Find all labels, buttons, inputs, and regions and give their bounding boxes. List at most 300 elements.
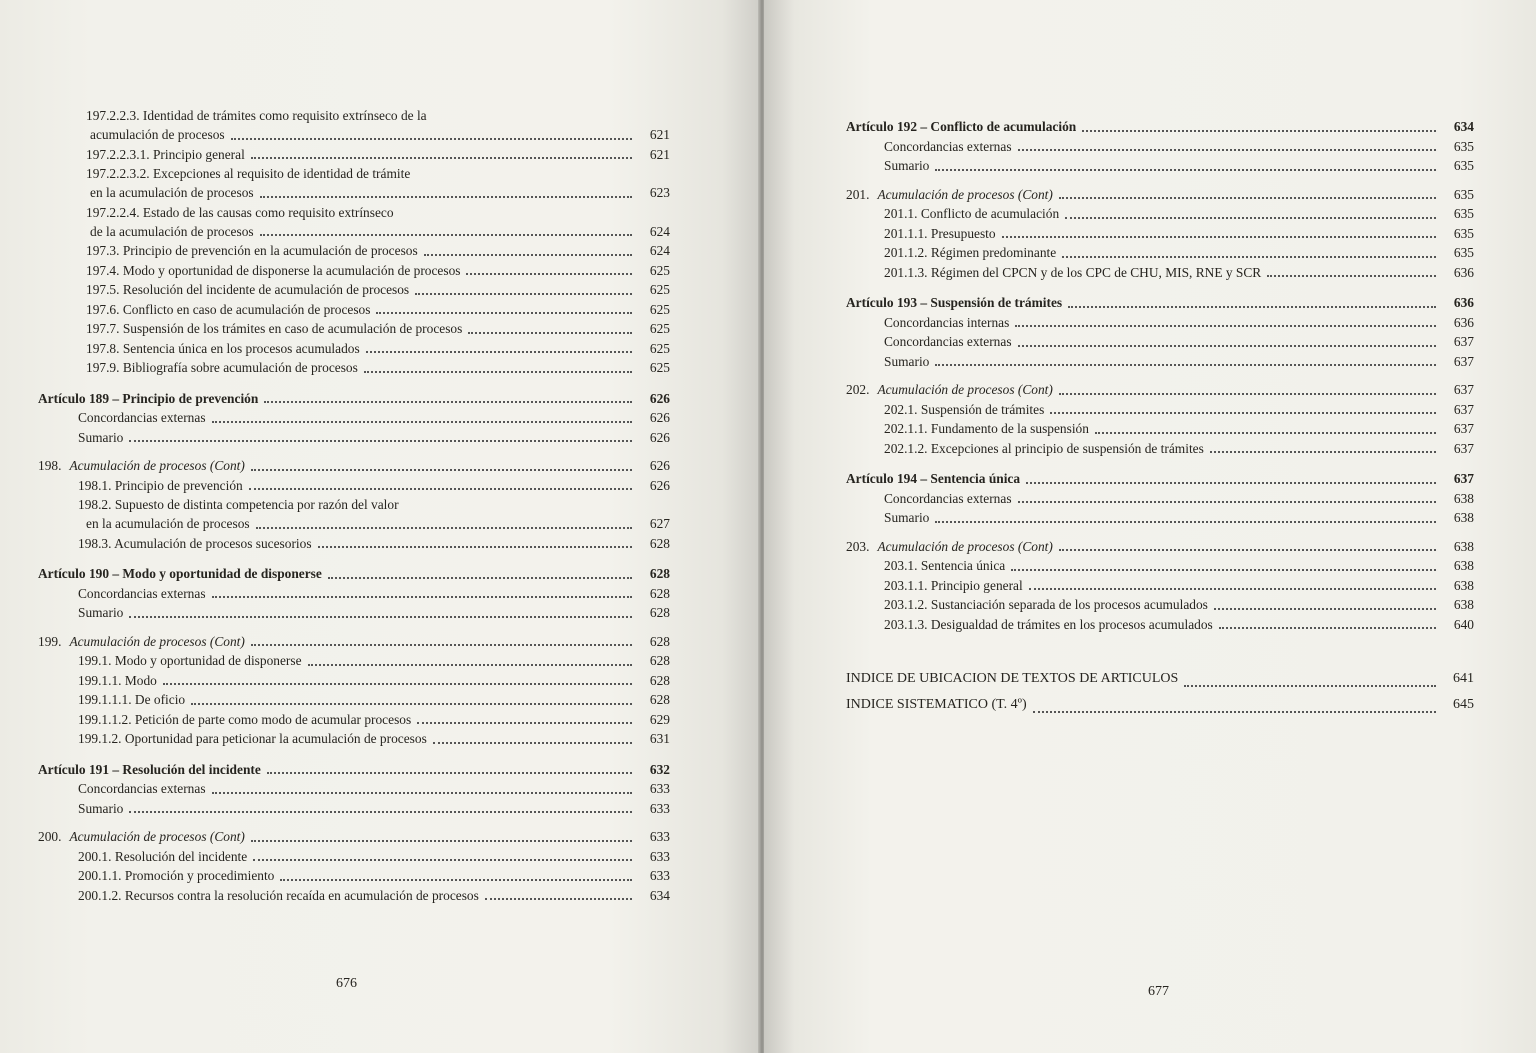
dot-leader (253, 858, 632, 861)
toc-entry (846, 263, 1474, 283)
article-title: Artículo 191 – Resolución del incidente (38, 761, 261, 777)
dot-leader (1184, 684, 1436, 687)
toc-entry (38, 495, 670, 534)
page-reference: 638 (1453, 510, 1474, 525)
toc-entry-title: 201.1.1. Presupuesto (884, 225, 996, 241)
toc-row (38, 428, 670, 448)
page-reference: 629 (649, 711, 670, 727)
toc-entry-title: acumulación de procesos (90, 127, 225, 142)
section-title: Acumulación de procesos (Cont) (877, 186, 1053, 202)
toc-entry-title: 199.1. Modo y oportunidad de disponerse (78, 653, 302, 668)
dot-leader (1059, 392, 1436, 395)
toc-entry-title: Concordancias externas (884, 490, 1012, 506)
toc-entry (846, 293, 1474, 313)
toc-row (846, 224, 1474, 244)
toc-entry-title: 200.1.1. Promoción y procedimiento (78, 868, 275, 883)
toc-entry-title: 197.5. Resolución del incidente de acumulación de procesos (86, 282, 410, 297)
toc-row (846, 332, 1474, 352)
page-reference: 633 (649, 800, 670, 816)
table-of-contents-left (38, 106, 670, 905)
toc-row (38, 729, 670, 749)
page-reference: 628 (649, 535, 670, 551)
toc-row (846, 263, 1474, 283)
dot-leader (1267, 274, 1436, 277)
dot-leader (260, 195, 632, 198)
page-number: 677 (1148, 984, 1169, 999)
toc-entry-title: Sumario (78, 605, 124, 620)
page-reference: 634 (649, 887, 670, 903)
toc-row (38, 760, 670, 780)
toc-entry-title: 202.1.1. Fundamento de la suspensión (884, 421, 1089, 436)
dot-leader (1050, 411, 1436, 414)
page-reference: 645 (1453, 697, 1474, 712)
dot-leader (466, 272, 632, 275)
toc-entry (38, 358, 670, 378)
dot-leader (249, 487, 632, 490)
toc-row (846, 313, 1474, 333)
toc-row (846, 117, 1474, 137)
page-reference: 625 (649, 321, 670, 336)
dot-leader (1002, 235, 1436, 238)
toc-entry (38, 456, 670, 476)
toc-entry (846, 615, 1474, 635)
article-title: Artículo 193 – Suspensión de trámites (846, 295, 1063, 310)
page-reference: 628 (649, 653, 670, 668)
page-reference: 626 (649, 458, 670, 473)
toc-row (38, 690, 670, 710)
toc-row (38, 145, 670, 165)
dot-leader (1065, 216, 1436, 219)
toc-row (38, 779, 670, 799)
page-reference: 638 (1453, 558, 1474, 573)
toc-row (38, 456, 670, 476)
toc-row (38, 125, 670, 145)
page-reference: 628 (649, 672, 670, 688)
toc-row (38, 514, 670, 534)
toc-entry (38, 886, 670, 906)
page-reference: 635 (1453, 225, 1474, 241)
toc-entry-title: 197.9. Bibliografía sobre acumulación de procesos (86, 360, 358, 375)
page-reference: 641 (1453, 671, 1474, 686)
page-reference: 628 (649, 633, 670, 649)
article-title: Artículo 189 – Principio de prevención (38, 390, 259, 406)
page-reference: 628 (649, 566, 670, 581)
dot-leader (1214, 607, 1436, 610)
page-reference: 625 (649, 340, 670, 356)
toc-entry (846, 595, 1474, 615)
toc-entry-title: 202.1.2. Excepciones al principio de suspensión de trámites (884, 440, 1204, 456)
dot-leader (935, 363, 1436, 366)
toc-entry (846, 332, 1474, 352)
index-title: INDICE DE UBICACION DE TEXTOS DE ARTICULOS (846, 671, 1179, 686)
page-reference: 638 (1453, 538, 1474, 554)
toc-row (846, 204, 1474, 224)
page-reference: 637 (1453, 382, 1474, 397)
toc-row (846, 489, 1474, 509)
toc-entry-title: 197.3. Principio de prevención en la acumulación de procesos (86, 243, 418, 258)
toc-row (38, 584, 670, 604)
toc-entry-title: 199.1.1.1. De oficio (78, 692, 186, 707)
toc-entry-title: Concordancias externas (78, 781, 206, 796)
toc-entry-line: 197.2.2.4. Estado de las causas como requisito extrínseco (86, 204, 394, 220)
toc-entry-title: 203.1.2. Sustanciación separada de los procesos acumulados (884, 597, 1208, 612)
toc-entry (38, 339, 670, 359)
section-number: 203. (846, 538, 870, 554)
page-reference: 633 (649, 848, 670, 864)
toc-entry (38, 866, 670, 886)
toc-row (846, 595, 1474, 615)
dot-leader (129, 615, 632, 618)
page-reference: 632 (649, 761, 670, 777)
toc-row (846, 576, 1474, 596)
section-number: 200. (38, 829, 62, 844)
article-title: Artículo 194 – Sentencia única (846, 471, 1021, 486)
dot-leader (935, 168, 1436, 171)
page-reference: 626 (649, 410, 670, 425)
page-reference: 633 (649, 868, 670, 883)
toc-entry (38, 729, 670, 749)
dot-leader (251, 643, 632, 646)
toc-entry-title: 203.1.1. Principio general (884, 577, 1023, 593)
page-reference: 638 (1453, 490, 1474, 506)
toc-entry (846, 243, 1474, 263)
page-reference: 637 (1453, 421, 1474, 436)
page-reference: 640 (1453, 616, 1474, 632)
dot-leader (1062, 255, 1436, 258)
toc-entry (38, 476, 670, 496)
page-reference: 625 (649, 282, 670, 297)
toc-row (38, 799, 670, 819)
toc-row (38, 866, 670, 886)
dot-leader (231, 137, 632, 140)
toc-row (38, 261, 670, 281)
toc-entry-line: 197.2.2.3. Identidad de trámites como requisito extrínseco de la (86, 108, 427, 123)
toc-entry-title: 199.1.2. Oportunidad para peticionar la acumulación de procesos (78, 731, 427, 746)
page-reference: 637 (1453, 440, 1474, 456)
toc-row (846, 439, 1474, 459)
dot-leader (1015, 324, 1436, 327)
toc-entry (846, 400, 1474, 420)
page-reference: 635 (1453, 245, 1474, 260)
toc-row (846, 380, 1474, 400)
toc-entry (38, 164, 670, 203)
article-title: Artículo 192 – Conflicto de acumulación (846, 119, 1077, 134)
toc-entry (846, 185, 1474, 205)
index-links (846, 666, 1474, 718)
toc-entry (38, 847, 670, 867)
toc-row (846, 400, 1474, 420)
section-title: Acumulación de procesos (Cont) (69, 633, 245, 649)
toc-entry-title: 201.1. Conflicto de acumulación (884, 206, 1060, 221)
toc-entry-title: 203.1. Sentencia única (884, 558, 1006, 573)
index-row (846, 692, 1474, 718)
toc-entry (38, 534, 670, 554)
dot-leader (260, 233, 632, 236)
dot-leader (251, 156, 632, 159)
page-reference: 621 (649, 146, 670, 162)
toc-entry (846, 313, 1474, 333)
toc-entry (38, 760, 670, 780)
dot-leader (1059, 196, 1436, 199)
section-number: 201. (846, 186, 870, 202)
page-reference: 628 (649, 585, 670, 601)
page-reference: 636 (1453, 264, 1474, 280)
toc-row (38, 710, 670, 730)
index-title: INDICE SISTEMATICO (T. 4º) (846, 697, 1027, 712)
toc-entry (846, 419, 1474, 439)
toc-entry (38, 389, 670, 409)
section-title: Acumulación de procesos (Cont) (877, 538, 1053, 554)
section-number: 202. (846, 382, 870, 397)
page-reference: 628 (649, 605, 670, 620)
dot-leader (415, 292, 632, 295)
dot-leader (417, 721, 632, 724)
right-page (764, 0, 1536, 1053)
toc-entry-line: 197.2.2.3.2. Excepciones al requisito de identidad de trámite (86, 166, 411, 181)
toc-entry (38, 319, 670, 339)
toc-entry (38, 300, 670, 320)
toc-entry (38, 651, 670, 671)
toc-entry-title: 198.1. Principio de prevención (78, 477, 243, 493)
dot-leader (318, 545, 632, 548)
toc-entry (38, 145, 670, 165)
toc-row (38, 319, 670, 339)
toc-entry-title: 199.1.1.2. Petición de parte como modo de acumular procesos (78, 711, 412, 727)
dot-leader (280, 878, 632, 881)
page-reference: 625 (649, 301, 670, 317)
table-of-contents-right (846, 106, 1474, 718)
toc-entry-title: 197.8. Sentencia única en los procesos acumulados (86, 340, 360, 356)
toc-entry (846, 137, 1474, 157)
dot-leader (485, 897, 632, 900)
page-reference: 631 (649, 731, 670, 746)
toc-row (846, 508, 1474, 528)
toc-row (38, 222, 670, 242)
article-title: Artículo 190 – Modo y oportunidad de disponerse (38, 566, 322, 581)
page-reference: 627 (649, 516, 670, 531)
toc-entry (846, 380, 1474, 400)
toc-entry (846, 576, 1474, 596)
page-reference: 626 (649, 429, 670, 445)
toc-entry (846, 556, 1474, 576)
toc-entry (38, 799, 670, 819)
dot-leader (163, 682, 632, 685)
toc-row (846, 352, 1474, 372)
toc-entry-title: Concordancias externas (884, 138, 1012, 154)
page-reference: 625 (649, 262, 670, 278)
toc-entry-title: 199.1.1. Modo (78, 672, 157, 688)
page-reference: 628 (649, 692, 670, 707)
dot-leader (256, 526, 632, 529)
toc-entry (38, 261, 670, 281)
page-reference: 624 (649, 243, 670, 258)
page-reference: 626 (649, 477, 670, 493)
toc-entry (38, 603, 670, 623)
toc-row (38, 300, 670, 320)
page-reference: 633 (649, 781, 670, 796)
page-reference: 637 (1453, 401, 1474, 417)
dot-leader (212, 791, 632, 794)
dot-leader (308, 663, 632, 666)
toc-entry (846, 224, 1474, 244)
toc-entry-title: 197.4. Modo y oportunidad de disponerse la acumulación de procesos (86, 262, 461, 278)
toc-row (38, 183, 670, 203)
toc-row (846, 185, 1474, 205)
toc-entry-title: 200.1. Resolución del incidente (78, 848, 248, 864)
toc-row (38, 280, 670, 300)
toc-entry-title: 198.3. Acumulación de procesos sucesorios (78, 535, 312, 551)
toc-entry-title: Sumario (884, 353, 930, 369)
page-reference: 637 (1453, 334, 1474, 349)
dot-leader (251, 468, 632, 471)
toc-entry-title: Concordancias externas (78, 585, 206, 601)
dot-leader (1018, 500, 1436, 503)
toc-row (38, 603, 670, 623)
toc-entry-title: en la acumulación de procesos (90, 185, 254, 200)
dot-leader (1095, 431, 1436, 434)
toc-row (38, 476, 670, 496)
page-reference: 635 (1453, 186, 1474, 202)
toc-entry (38, 428, 670, 448)
page-reference: 623 (649, 185, 670, 200)
toc-entry (846, 469, 1474, 489)
toc-entry-title: 200.1.2. Recursos contra la resolución recaída en acumulación de procesos (78, 887, 479, 903)
toc-entry (846, 508, 1474, 528)
toc-entry (38, 632, 670, 652)
toc-row (38, 632, 670, 652)
section-title: Acumulación de procesos (Cont) (877, 382, 1053, 397)
left-page (0, 0, 760, 1053)
toc-entry (846, 204, 1474, 224)
toc-entry-title: en la acumulación de procesos (86, 516, 250, 531)
toc-row (38, 886, 670, 906)
dot-leader (364, 370, 632, 373)
page-reference: 638 (1453, 597, 1474, 612)
toc-entry (38, 690, 670, 710)
toc-entry (38, 584, 670, 604)
toc-row (38, 847, 670, 867)
dot-leader (1059, 548, 1436, 551)
toc-entry (38, 203, 670, 242)
toc-row (846, 156, 1474, 176)
toc-entry-title: 203.1.3. Desigualdad de trámites en los procesos acumulados (884, 616, 1213, 632)
toc-row (846, 293, 1474, 313)
section-title: Acumulación de procesos (Cont) (69, 829, 245, 844)
dot-leader (264, 400, 632, 403)
toc-entry-title: Concordancias externas (884, 334, 1012, 349)
page-reference: 635 (1453, 138, 1474, 154)
section-title: Acumulación de procesos (Cont) (69, 458, 245, 473)
toc-entry (846, 439, 1474, 459)
toc-entry (38, 671, 670, 691)
toc-row (38, 389, 670, 409)
page-reference: 634 (1453, 119, 1474, 134)
toc-entry-title: 202.1. Suspensión de trámites (884, 401, 1045, 417)
toc-entry-title: Sumario (78, 800, 124, 816)
toc-entry (38, 408, 670, 428)
dot-leader (1018, 148, 1436, 151)
toc-entry (38, 106, 670, 145)
toc-row (846, 137, 1474, 157)
dot-leader (251, 839, 632, 842)
page-reference: 637 (1453, 471, 1474, 486)
dot-leader (129, 810, 632, 813)
toc-row (38, 339, 670, 359)
dot-leader (212, 420, 632, 423)
toc-row (38, 408, 670, 428)
dot-leader (1029, 587, 1436, 590)
dot-leader (191, 702, 632, 705)
toc-row (38, 827, 670, 847)
toc-entry (38, 564, 670, 584)
dot-leader (1033, 710, 1436, 713)
dot-leader (129, 439, 632, 442)
toc-entry (38, 280, 670, 300)
dot-leader (1026, 481, 1436, 484)
toc-entry-title: Concordancias externas (78, 410, 206, 425)
toc-entry (38, 710, 670, 730)
toc-row (846, 419, 1474, 439)
page-reference: 636 (1453, 295, 1474, 310)
page-reference: 638 (1453, 577, 1474, 593)
page-reference: 625 (649, 360, 670, 375)
dot-leader (1210, 450, 1436, 453)
toc-row (846, 537, 1474, 557)
toc-entry (846, 489, 1474, 509)
toc-row (38, 358, 670, 378)
section-number: 198. (38, 458, 62, 473)
toc-entry-title: Sumario (884, 158, 930, 173)
dot-leader (424, 253, 632, 256)
toc-row (846, 556, 1474, 576)
toc-entry (846, 352, 1474, 372)
dot-leader (1011, 568, 1436, 571)
toc-entry-title: de la acumulación de procesos (90, 223, 254, 239)
dot-leader (366, 350, 632, 353)
dot-leader (1068, 305, 1436, 308)
toc-row (846, 469, 1474, 489)
dot-leader (1219, 626, 1436, 629)
toc-row (846, 243, 1474, 263)
dot-leader (468, 331, 632, 334)
page-reference: 621 (649, 127, 670, 142)
page-reference: 637 (1453, 353, 1474, 369)
dot-leader (376, 311, 632, 314)
toc-row (38, 671, 670, 691)
toc-row (38, 241, 670, 261)
page-reference: 626 (649, 390, 670, 406)
dot-leader (212, 595, 632, 598)
toc-entry (846, 156, 1474, 176)
toc-entry-title: Concordancias internas (884, 314, 1010, 330)
toc-entry (846, 537, 1474, 557)
toc-entry-title: Sumario (78, 429, 124, 445)
toc-row (38, 651, 670, 671)
dot-leader (267, 771, 632, 774)
toc-entry-title: 201.1.2. Régimen predominante (884, 245, 1057, 260)
dot-leader (328, 576, 632, 579)
toc-entry-title: 201.1.3. Régimen del CPCN y de los CPC de CHU, MIS, RNE y SCR (884, 264, 1262, 280)
toc-entry-line: 198.2. Supuesto de distinta competencia por razón del valor (78, 497, 399, 512)
page-reference: 624 (649, 223, 670, 239)
toc-row (38, 534, 670, 554)
toc-entry-title: 197.7. Suspensión de los trámites en caso de acumulación de procesos (86, 321, 463, 336)
dot-leader (1082, 129, 1436, 132)
toc-row (38, 564, 670, 584)
index-row (846, 666, 1474, 692)
page-reference: 633 (649, 829, 670, 844)
dot-leader (433, 741, 632, 744)
